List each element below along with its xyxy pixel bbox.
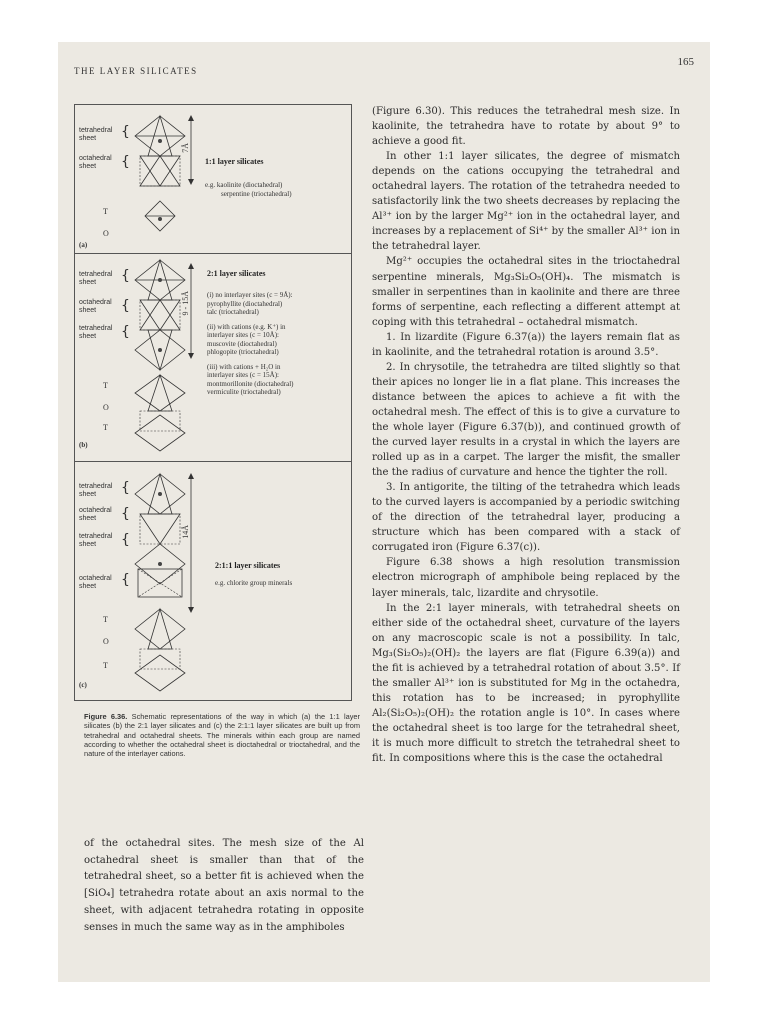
- panel-title-c: 2:1:1 layer silicates: [215, 561, 281, 570]
- panel-note-a: e.g. kaolinite (dioctahedral) serpentine (trioctahedral): [205, 181, 292, 198]
- layer-letter-t: T: [103, 381, 108, 390]
- panel-title-a: 1:1 layer silicates: [205, 157, 264, 166]
- panel-title-b: 2:1 layer silicates: [207, 269, 266, 278]
- layer-letter-t: T: [103, 423, 108, 432]
- brace: {: [121, 268, 130, 284]
- layer-letter-o: O: [103, 403, 109, 412]
- layer-letter-o: O: [103, 637, 109, 646]
- spacing-label-c: 14Å: [181, 525, 190, 539]
- brace: {: [121, 480, 130, 496]
- panel-tag-b: (b): [79, 441, 88, 449]
- panel-a: [75, 105, 351, 251]
- panel-b: [75, 255, 351, 455]
- brace: {: [121, 324, 130, 340]
- paragraph: 1. In lizardite (Figure 6.37(a)) the layers remain flat as in kaolinite, and the tetrahedral rotation is around 3.5°.: [372, 331, 680, 358]
- paragraph: In other 1:1 layer silicates, the degree of mismatch depends on the cations occupying the tetrahedral and octahedral layers. The rotation of the tetrahedra needed to satisfactorily link the two sheets decreases by replacing the Al³⁺ ion by the larger Mg²⁺ ion in the octahedral layer, and increases by a replacement of Si⁴⁺ by the smaller Al³⁺ ion in the tetrahedral layer.: [372, 151, 680, 253]
- label-tetrahedral-sheet: tetrahedral sheet: [79, 325, 113, 340]
- label-octahedral-sheet: octahedral sheet: [79, 299, 112, 314]
- tetra-octa-diagram-c: [130, 469, 190, 694]
- layer-letter-t: T: [103, 207, 108, 216]
- label-octahedral-sheet: octahedral sheet: [79, 155, 112, 170]
- brace: {: [121, 154, 130, 170]
- layer-letter-o: O: [103, 229, 109, 238]
- page-number: 165: [677, 56, 694, 68]
- layer-letter-t: T: [103, 615, 108, 624]
- paragraph: In the 2:1 layer minerals, with tetrahedral sheets on either side of the octahedral sheet, curvature of the layers on any macroscopic scale is not a possibility. In talc, Mg₃(Si₂O₅)₂(OH)₂ the layers are flat (Figure 6.39(a)) and the fit is achieved by a tetrahedral rotation of about 3.5°. If the smaller Al³⁺ ion is substituted for Mg in the octahedra, this rotation has to be increased; in pyrophyllite Al₂(Si₂O₅)₂(OH)₂ the rotation angle is 10°. In cases where the octahedral sheet is too large for the tetrahedral sheet, it is much more difficult to stretch the tetrahedral sheet to fit. In compositions where this is the case the octahedral: [372, 602, 680, 765]
- figure-6-36: [74, 104, 352, 701]
- layer-letter-t: T: [103, 661, 108, 670]
- spacing-label-b: 9 - 15Å: [181, 291, 190, 316]
- running-head: THE LAYER SILICATES: [74, 66, 198, 76]
- label-octahedral-sheet: octahedral sheet: [79, 507, 112, 522]
- paragraph: 3. In antigorite, the tilting of the tetrahedra which leads to the curved layers is accompanied by a periodic switching of the direction of the tetrahedral layer, producing a structure which has been compared with a stack of corrugated iron (Figure 6.37(c)).: [372, 482, 680, 554]
- paragraph: (Figure 6.30). This reduces the tetrahedral mesh size. In kaolinite, the tetrahedra have to rotate by about 9° to achieve a good fit.: [372, 106, 680, 148]
- label-tetrahedral-sheet: tetrahedral sheet: [79, 533, 113, 548]
- caption-label: Figure 6.36.: [84, 712, 128, 721]
- label-tetrahedral-sheet: tetrahedral sheet: [79, 271, 113, 286]
- panel-tag-a: (a): [79, 241, 88, 249]
- spacing-arrow-c: [185, 473, 197, 613]
- panel-divider: [75, 461, 351, 462]
- brace: {: [121, 506, 130, 522]
- label-octahedral-sheet: octahedral sheet: [79, 575, 112, 590]
- panel-note-b: (i) no interlayer sites (c = 9Å): pyrophyllite (dioctahedral) talc (trioctahedral) (ii) with cations (e.g. K⁺) in interlayer sites (c = 10Å): muscovite (dioctahedral) phlogopite (trioctahedral) (iii) with cations + H₂O in interlayer sites (c = 15Å): montmorillonite (dioctahedral) vermiculite (trioctahedral): [207, 291, 294, 396]
- panel-c: [75, 465, 351, 695]
- paragraph: Figure 6.38 shows a high resolution transmission electron micrograph of amphibole being replaced by the layer minerals, talc, lizardite and chrysotile.: [372, 557, 680, 599]
- tetra-octa-diagram-a: [130, 111, 190, 251]
- tetra-octa-diagram-b: [130, 255, 190, 455]
- figure-caption: [84, 712, 360, 758]
- brace: {: [121, 298, 130, 314]
- brace: {: [121, 532, 130, 548]
- label-tetrahedral-sheet: tetrahedral sheet: [79, 483, 113, 498]
- right-column: [372, 104, 680, 766]
- caption-text: Schematic representations of the way in which (a) the 1:1 layer silicates (b) the 2:1 layer silicates and (c) the 2:1:1 layer silicates are built up from tetrahedral and octahedral sheets. The minerals within each group are named according to whether the octahedral sheet is dioctahedral or trioctahedral, and the nature of the interlayer cations.: [84, 712, 361, 759]
- brace: {: [121, 124, 130, 140]
- panel-divider: [75, 253, 351, 254]
- paragraph: Mg²⁺ occupies the octahedral sites in the trioctahedral serpentine minerals, Mg₃Si₂O₅(OH)₄. The mismatch is smaller in serpentines than in kaolinite and there are three forms of serpentine, each reflecting a different attempt at coping with this tetrahedral – octahedral mismatch.: [372, 256, 680, 328]
- left-column-text: of the octahedral sites. The mesh size of the Al octahedral sheet is smaller than that of the tetrahedral sheet, so a better fit is achieved when the [SiO₄] tetrahedra rotate about an axis normal to the sheet, with adjacent tetrahedra rotating in opposite senses in much the same way as in the amphiboles: [84, 838, 364, 933]
- brace: {: [121, 572, 130, 588]
- panel-tag-c: (c): [79, 681, 87, 689]
- spacing-label-a: 7Å: [181, 143, 190, 153]
- panel-note-c: e.g. chlorite group minerals: [215, 579, 293, 587]
- paragraph: 2. In chrysotile, the tetrahedra are tilted slightly so that their apices no longer lie in a flat plane. This increases the distance between the apices to achieve a fit with the octahedral mesh. The effect of this is to give a curvature to the whole layer (Figure 6.37(b)), and continued growth of the curved layer results in a crystal in which the layers are rolled up as in a carpet. The larger the misfit, the smaller the the radius of curvature and hence the tighter the roll.: [372, 361, 680, 479]
- label-tetrahedral-sheet: tetrahedral sheet: [79, 127, 113, 142]
